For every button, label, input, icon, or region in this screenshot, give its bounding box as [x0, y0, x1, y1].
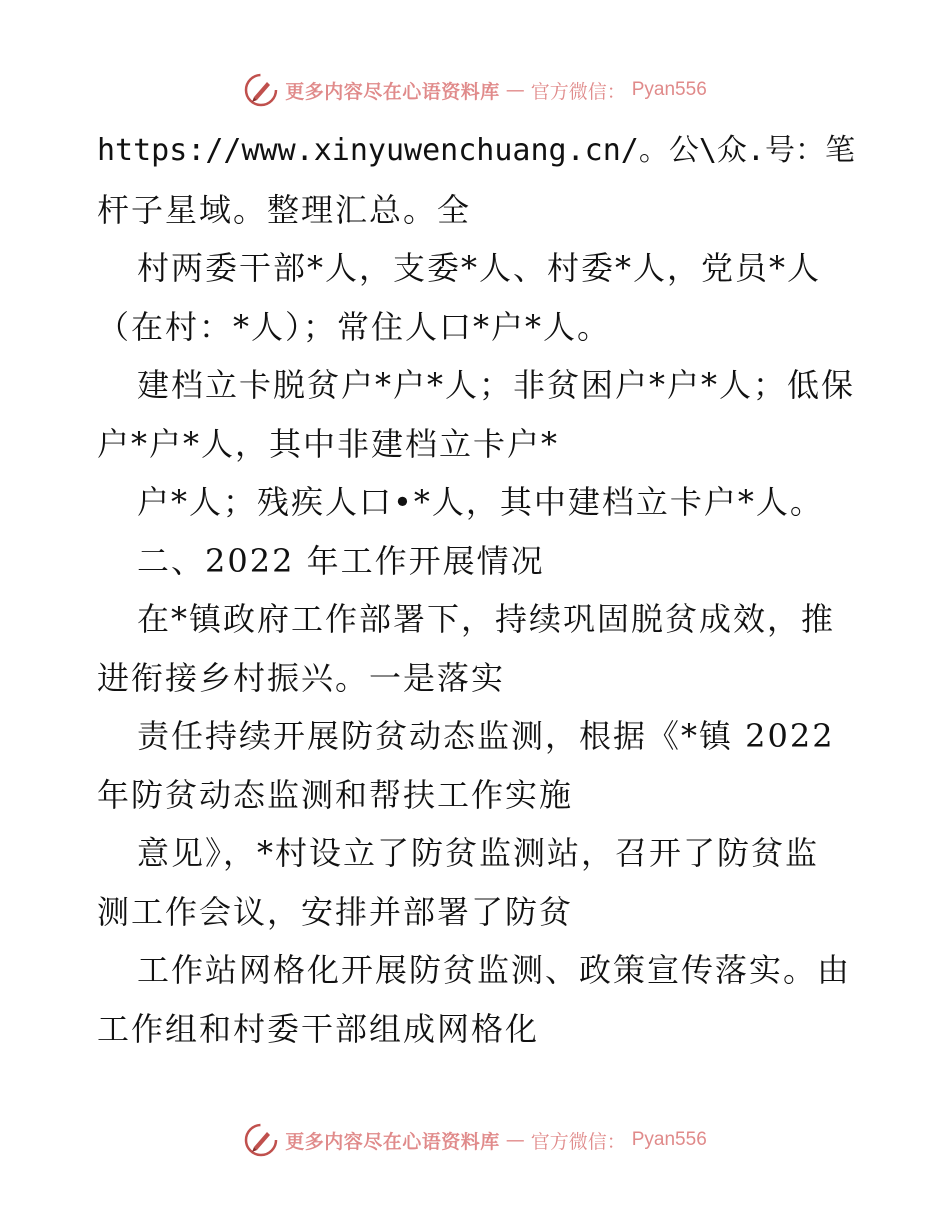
- header-wechat-id: Pyan556: [631, 79, 707, 100]
- footer-wechat-id: Pyan556: [631, 1129, 707, 1150]
- body-line-7: 户*人；残疾人口•*人，其中建档立卡户*人。: [137, 483, 824, 521]
- body-line-6: 户*户*人，其中非建档立卡户*: [97, 424, 560, 463]
- footer-site-text: 更多内容尽在心语资料库: [285, 1130, 500, 1153]
- footer-banner: [0, 1120, 950, 1160]
- pen-logo-icon: [243, 1122, 279, 1158]
- header-site-text: 更多内容尽在心语资料库: [285, 80, 500, 103]
- header-logo-group: [243, 72, 707, 108]
- body-line-1: https://www.xinyuwenchuang.cn/。公\众.号：笔: [97, 133, 855, 168]
- body-line-12: 年防贫动态监测和帮扶工作实施: [97, 775, 574, 814]
- body-line-3: 村两委干部*人，支委*人、村委*人，党员*人: [137, 249, 822, 287]
- body-line-4: （在村：*人）；常住人口*户*人。: [97, 307, 612, 346]
- body-line-14: 测工作会议，安排并部署了防贫: [97, 892, 574, 931]
- footer-logo-group: [243, 1122, 707, 1158]
- body-line-10: 进衔接乡村振兴。一是落实: [97, 658, 506, 697]
- body-line-5: 建档立卡脱贫户*户*人；非贫困户*户*人；低保: [137, 366, 856, 404]
- body-line-16: 工作组和村委干部组成网格化: [97, 1009, 540, 1048]
- body-line-11: 责任持续开展防贫动态监测，根据《*镇 2022: [137, 717, 835, 755]
- body-line-2: 杆子星域。整理汇总。全: [97, 190, 472, 229]
- header-dash: —: [505, 79, 525, 101]
- document-body: [97, 122, 857, 1058]
- header-banner: [0, 70, 950, 110]
- header-official-label: 官方微信：: [530, 80, 626, 103]
- footer-dash: —: [505, 1129, 525, 1151]
- body-line-13: 意见》，*村设立了防贫监测站，召开了防贫监: [137, 834, 820, 872]
- section-heading: 二、2022 年工作开展情况: [137, 541, 545, 580]
- body-line-9: 在*镇政府工作部署下，持续巩固脱贫成效，推: [137, 600, 836, 638]
- pen-logo-icon: [243, 72, 279, 108]
- body-line-15: 工作站网格化开展防贫监测、政策宣传落实。由: [137, 951, 852, 989]
- footer-official-label: 官方微信：: [530, 1130, 626, 1153]
